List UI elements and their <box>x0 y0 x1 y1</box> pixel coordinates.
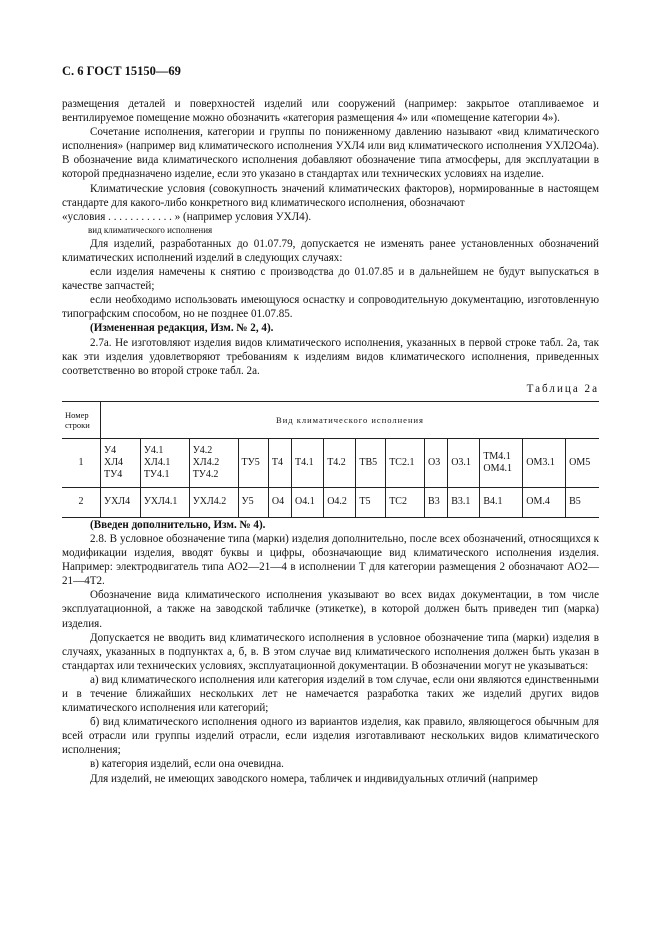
table-cell: В4.1 <box>480 487 523 517</box>
table-cell: Т4 <box>268 438 291 487</box>
amendment-note: (Измененная редакция, Изм. № 2, 4). <box>90 322 274 335</box>
paragraph: если необходимо использовать имеющуюся оснастку и сопроводительную документацию, изготовленную типографским способом, но не позднее 01.07.85. <box>62 294 599 321</box>
table-caption: Таблица 2а <box>526 382 599 395</box>
subscript-note: вид климатического исполнения <box>88 224 213 235</box>
table-cell: О4.1 <box>292 487 324 517</box>
paragraph: Допускается не вводить вид климатического исполнения в условное обозначение типа (марки) изделия в случаях, указанных в подпунктах а, б, в. В этом случае вид климатического исполнения должен быть указан в стандартах или технических условиях, эксплуатационной документации. В обозначении могут не указываться: <box>62 631 599 672</box>
table-header-span: Вид климатического исполнения <box>101 401 600 438</box>
paragraph: если изделия намечены к снятию с производства до 01.07.85 и в дальнейшем не будут выпускаться в качестве запчастей; <box>62 266 599 293</box>
paragraph: размещения деталей и поверхностей изделий или сооружений (например: закрытое отапливаемое и вентилируемое помещение можно обозначить «категория размещения 4» или «помещение категории 4»). <box>62 98 599 125</box>
table-cell: У4.1 ХЛ4.1 ТУ4.1 <box>140 438 189 487</box>
paragraph: Климатические условия (совокупность значений климатических факторов), нормированные в настоящем стандарте для какого-либо конкретного вид климатического исполнения, обозначают <box>62 182 599 209</box>
table-cell: ТМ4.1 ОМ4.1 <box>480 438 523 487</box>
paragraph: Сочетание исполнения, категории и группы по пониженному давлению называют «вид климатического исполнения» (например вид климатического исполнения УХЛ4 или вид климатического исполнения УХЛ2О4а). В обозначение вида климатического исполнения добавляют обозначение типа атмосферы, для эксплуатации в которой предназначено изделие, если это указано в стандартах или технических условиях на изделие. <box>62 126 599 181</box>
table-cell: ОМ3.1 <box>523 438 566 487</box>
paragraph: Для изделий, не имеющих заводского номера, табличек и индивидуальных отличий (например <box>90 772 538 785</box>
paragraph: б) вид климатического исполнения одного из вариантов изделия, как правило, являющегося обычным для всей отрасли или группы изделий отрасли, если изделия изготавливают нескольких видов климатического исполнения; <box>62 716 599 757</box>
table-cell: ТС2.1 <box>386 438 425 487</box>
paragraph: 2.7а. Не изготовляют изделия видов климатического исполнения, указанных в первой строке табл. 2а, так как эти изделия удовлетворяют требованиям к изделиям видов климатического исполнения, приведенных соответственно во второй строке табл. 2а. <box>62 336 599 377</box>
table-cell: УХЛ4.1 <box>140 487 189 517</box>
paragraph: 2.8. В условное обозначение типа (марки) изделия дополнительно, после всех обозначений, относящихся к модификации изделия, вводят буквы и цифры, обозначающие вид климатического исполнения изделия. Например: электродвигатель типа АО2—21—4 в исполнении Т для категории размещения 2 обозначают АО2—21—4Т2. <box>62 532 599 588</box>
amendment-note: (Введен дополнительно, Изм. № 4). <box>90 518 266 531</box>
table-cell: О3 <box>425 438 448 487</box>
row-number: 2 <box>62 487 101 517</box>
table-cell: ТВ5 <box>356 438 386 487</box>
table-cell: ТС2 <box>386 487 425 517</box>
table-cell: ТУ5 <box>238 438 268 487</box>
table-header-row-number: Номер строки <box>62 401 101 438</box>
table-cell: Т4.2 <box>324 438 356 487</box>
table-cell: УХЛ4.2 <box>189 487 238 517</box>
table-cell: В3.1 <box>448 487 480 517</box>
table-cell: В5 <box>566 487 599 517</box>
page-header: С. 6 ГОСТ 15150—69 <box>62 64 181 78</box>
table-cell: У4.2 ХЛ4.2 ТУ4.2 <box>189 438 238 487</box>
table-row <box>62 438 599 487</box>
document-body <box>62 97 599 786</box>
row-number: 1 <box>62 438 101 487</box>
paragraph: Для изделий, разработанных до 01.07.79, допускается не изменять ранее установленных обозначений климатических исполнений изделий в следующих случаях: <box>62 237 599 264</box>
table-cell: ОМ.4 <box>523 487 566 517</box>
table-cell: У5 <box>238 487 268 517</box>
table-cell: О4.2 <box>324 487 356 517</box>
climate-table <box>62 401 599 518</box>
paragraph: в) категория изделий, если она очевидна. <box>90 758 284 771</box>
table-cell: О4 <box>268 487 291 517</box>
table-row <box>62 487 599 517</box>
table-cell: ОМ5 <box>566 438 599 487</box>
table-cell: УХЛ4 <box>101 487 141 517</box>
table-cell: О3.1 <box>448 438 480 487</box>
table-cell: В3 <box>425 487 448 517</box>
table-cell: У4 ХЛ4 ТУ4 <box>101 438 141 487</box>
table-cell: Т4.1 <box>292 438 324 487</box>
paragraph: «условия . . . . . . . . . . . . » (например условия УХЛ4). <box>62 210 312 223</box>
paragraph: Обозначение вида климатического исполнения указывают во всех видах документации, в том числе эксплуатационной, а также на заводской табличке (этикетке), в которой должен быть приведен тип (марка) изделия. <box>62 589 599 630</box>
paragraph: а) вид климатического исполнения или категория изделий в том случае, если они являются единственными и в течение ближайших нескольких лет не намечается разработка таких же изделий других видов климатического исполнения или категорий; <box>62 673 599 715</box>
table-cell: Т5 <box>356 487 386 517</box>
